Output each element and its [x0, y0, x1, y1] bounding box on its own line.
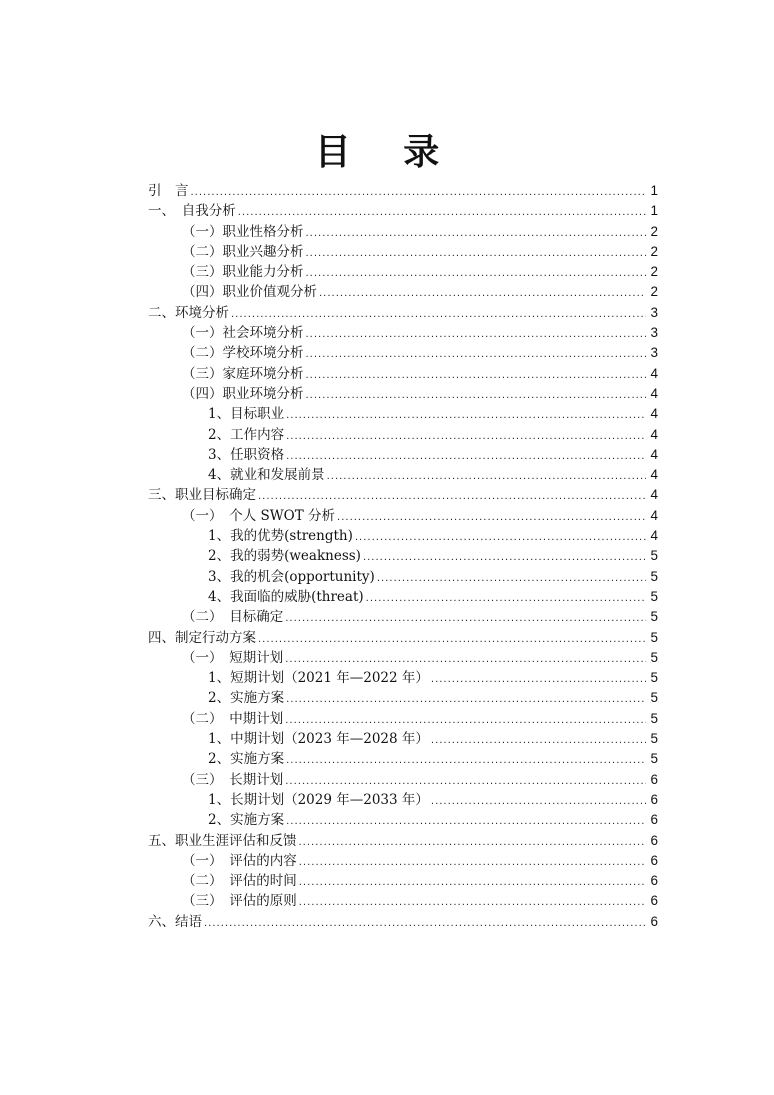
toc-dot-leader [366, 589, 646, 609]
toc-dot-leader [238, 203, 646, 223]
toc-page-number: 2 [650, 243, 658, 259]
toc-entry[interactable] [148, 343, 658, 363]
toc-entry[interactable] [148, 831, 658, 851]
toc-page-number: 5 [650, 568, 658, 584]
toc-page-number: 5 [650, 649, 658, 665]
toc-page-number: 6 [650, 893, 658, 909]
toc-page-number: 4 [650, 467, 658, 483]
toc-dot-leader [286, 812, 646, 832]
toc-entry[interactable] [148, 567, 658, 587]
toc-entry-text: 2、实施方案 [208, 751, 285, 768]
toc-entry-text: 1、目标职业 [208, 406, 285, 423]
toc-dot-leader [285, 650, 646, 670]
toc-entry[interactable] [148, 465, 658, 485]
toc-entry[interactable] [148, 891, 658, 911]
toc-entry-text: 1、中期计划（2023 年—2028 年） [208, 731, 429, 748]
toc-page-number: 1 [650, 203, 658, 219]
toc-dot-leader [319, 284, 646, 304]
toc-entry-text: （三） 评估的原则 [182, 893, 297, 910]
toc-page-number: 6 [650, 913, 658, 929]
toc-page-number: 3 [650, 345, 658, 361]
toc-page-number: 2 [650, 223, 658, 239]
toc-dot-leader [306, 264, 647, 284]
toc-dot-leader [191, 183, 647, 203]
toc-entry-text: （四）职业环境分析 [182, 385, 304, 402]
toc-entry-text: （二）学校环境分析 [182, 345, 304, 362]
toc-page-number: 6 [650, 832, 658, 848]
toc-entry[interactable] [148, 425, 658, 445]
toc-dot-leader [306, 366, 647, 386]
toc-dot-leader [363, 548, 646, 568]
toc-entry[interactable] [148, 485, 658, 505]
toc-page-number: 3 [650, 325, 658, 341]
toc-dot-leader [285, 772, 646, 792]
toc-dot-leader [306, 345, 647, 365]
toc-dot-leader [306, 244, 647, 264]
toc-page-number: 5 [650, 690, 658, 706]
toc-entry[interactable] [148, 282, 658, 302]
toc-entry-text: 四、制定行动方案 [148, 629, 256, 646]
toc-entry-text: （三） 长期计划 [182, 771, 284, 788]
toc-entry[interactable] [148, 851, 658, 871]
toc-dot-leader [286, 406, 646, 426]
toc-entry-text: （二）职业兴趣分析 [182, 243, 304, 260]
toc-entry[interactable] [148, 384, 658, 404]
toc-entry-text: 3、任职资格 [208, 446, 285, 463]
toc-page-number: 6 [650, 812, 658, 828]
toc-page-number: 6 [650, 771, 658, 787]
toc-dot-leader [431, 670, 646, 690]
toc-entry-text: 3、我的机会(opportunity) [208, 568, 375, 585]
toc-entry-text: 六、结语 [148, 913, 202, 930]
toc-entry-text: （二） 中期计划 [182, 710, 284, 727]
toc-page-number: 6 [650, 791, 658, 807]
toc-dot-leader [299, 833, 647, 853]
toc-entry-text: 五、职业生涯评估和反馈 [148, 832, 297, 849]
toc-entry-text: （三）家庭环境分析 [182, 365, 304, 382]
toc-entry-text: （一） 评估的内容 [182, 852, 297, 869]
toc-dot-leader [285, 711, 646, 731]
toc-dot-leader [231, 305, 646, 325]
toc-dot-leader [286, 690, 646, 710]
toc-page-number: 4 [650, 406, 658, 422]
toc-entry-text: 4、就业和发展前景 [208, 467, 325, 484]
toc-entry[interactable] [148, 303, 658, 323]
toc-dot-leader [355, 528, 646, 548]
toc-entry[interactable] [148, 790, 658, 810]
toc-entry[interactable] [148, 181, 658, 201]
toc-entry[interactable] [148, 607, 658, 627]
toc-entry[interactable] [148, 912, 658, 932]
toc-entry[interactable] [148, 709, 658, 729]
toc-entry-text: （二） 评估的时间 [182, 873, 297, 890]
toc-entry-text: 2、实施方案 [208, 690, 285, 707]
toc-entry-text: （一）职业性格分析 [182, 223, 304, 240]
toc-page-number: 4 [650, 385, 658, 401]
toc-page-number: 4 [650, 507, 658, 523]
toc-entry-text: 2、实施方案 [208, 812, 285, 829]
toc-entry[interactable] [148, 364, 658, 384]
toc-dot-leader [286, 427, 646, 447]
toc-dot-leader [337, 508, 646, 528]
toc-entry[interactable] [148, 242, 658, 262]
toc-entry-text: （四）职业价值观分析 [182, 284, 317, 301]
toc-dot-leader [306, 325, 647, 345]
toc-dot-leader [286, 447, 646, 467]
toc-page-number: 4 [650, 365, 658, 381]
toc-page-number: 5 [650, 731, 658, 747]
toc-entry[interactable] [148, 404, 658, 424]
toc-page-number: 5 [650, 548, 658, 564]
toc-dot-leader [431, 731, 646, 751]
toc-entry[interactable] [148, 668, 658, 688]
toc-entry-text: （一） 个人 SWOT 分析 [182, 507, 336, 524]
toc-dot-leader [377, 569, 646, 589]
toc-page-number: 5 [650, 609, 658, 625]
toc-dot-leader [299, 873, 646, 893]
toc-entry-text: 1、长期计划（2029 年—2033 年） [208, 791, 429, 808]
toc-page-number: 5 [650, 751, 658, 767]
toc-page-number: 5 [650, 710, 658, 726]
toc-entry-text: 1、短期计划（2021 年—2022 年） [208, 670, 429, 687]
toc-entry-text: （二） 目标确定 [182, 609, 284, 626]
toc-entry[interactable] [148, 526, 658, 546]
toc-dot-leader [285, 609, 646, 629]
toc-entry-text: 二、环境分析 [148, 304, 229, 321]
toc-page-number: 5 [650, 629, 658, 645]
toc-page-number: 4 [650, 528, 658, 544]
toc-entry[interactable] [148, 729, 658, 749]
toc-page-number: 6 [650, 873, 658, 889]
toc-entry-text: （一） 短期计划 [182, 649, 284, 666]
toc-entry-text: 引 言 [148, 183, 189, 199]
toc-page-number: 5 [650, 588, 658, 604]
toc-dot-leader [204, 914, 646, 934]
toc-page-number: 3 [650, 304, 658, 320]
toc-entry[interactable] [148, 445, 658, 465]
toc-page-number: 4 [650, 426, 658, 442]
toc-dot-leader [286, 751, 646, 771]
toc-dot-leader [327, 467, 646, 487]
toc-entry[interactable] [148, 688, 658, 708]
toc-entry[interactable] [148, 587, 658, 607]
table-of-contents [148, 181, 658, 932]
toc-page-number: 4 [650, 446, 658, 462]
toc-entry[interactable] [148, 871, 658, 891]
toc-page-number: 1 [650, 183, 658, 198]
toc-entry[interactable] [148, 546, 658, 566]
toc-dot-leader [306, 386, 647, 406]
toc-page-number: 5 [650, 670, 658, 686]
toc-entry[interactable] [148, 262, 658, 282]
toc-entry[interactable] [148, 201, 658, 221]
toc-entry-text: 2、工作内容 [208, 426, 285, 443]
toc-dot-leader [258, 630, 646, 650]
toc-page-number: 2 [650, 264, 658, 280]
toc-title: 目 录 [314, 131, 460, 173]
toc-dot-leader [299, 853, 646, 873]
toc-entry[interactable] [148, 323, 658, 343]
toc-entry[interactable] [148, 770, 658, 790]
toc-entry-text: 三、职业目标确定 [148, 487, 256, 504]
toc-dot-leader [258, 487, 646, 507]
toc-page-number: 6 [650, 852, 658, 868]
toc-entry[interactable] [148, 648, 658, 668]
toc-dot-leader [306, 224, 647, 244]
toc-entry-text: 1、我的优势(strength) [208, 528, 353, 545]
toc-entry[interactable] [148, 628, 658, 648]
toc-entry-text: 4、我面临的威胁(threat) [208, 588, 364, 605]
toc-entry[interactable] [148, 810, 658, 830]
toc-entry[interactable] [148, 506, 658, 526]
toc-dot-leader [299, 893, 646, 913]
toc-page-number: 4 [650, 487, 658, 503]
toc-entry-text: （一）社会环境分析 [182, 325, 304, 342]
toc-page-number: 2 [650, 284, 658, 300]
toc-entry[interactable] [148, 749, 658, 769]
toc-entry-text: 一、 自我分析 [148, 203, 236, 220]
toc-entry[interactable] [148, 222, 658, 242]
toc-entry-text: （三）职业能力分析 [182, 264, 304, 281]
toc-dot-leader [431, 792, 646, 812]
toc-entry-text: 2、我的弱势(weakness) [208, 548, 361, 565]
